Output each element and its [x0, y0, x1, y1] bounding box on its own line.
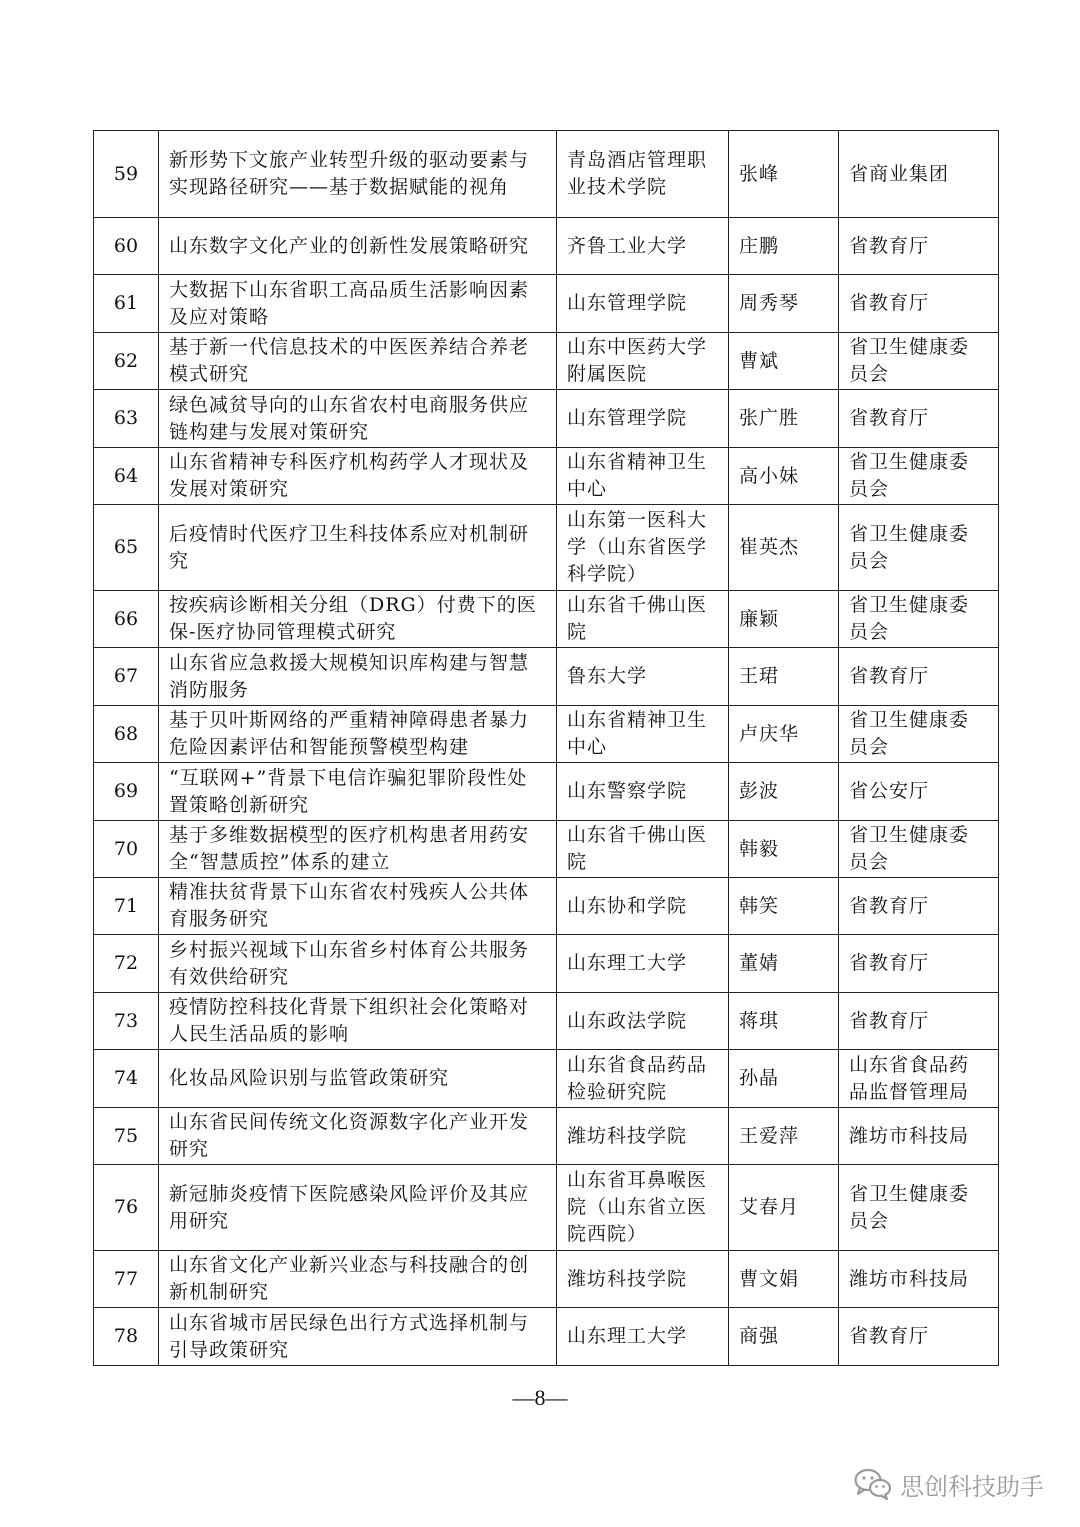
- table-row: [94, 1050, 999, 1108]
- project-title: 山东省城市居民绿色出行方式选择机制与引导政策研究: [159, 1308, 557, 1366]
- table-row: [94, 878, 999, 935]
- project-leader: 董婧: [729, 935, 839, 993]
- project-leader: 廉颖: [729, 591, 839, 648]
- table-row: [94, 706, 999, 763]
- project-table-body: [94, 131, 999, 1366]
- project-table: [93, 130, 999, 1366]
- project-number: 75: [94, 1108, 159, 1165]
- project-title: 大数据下山东省职工高品质生活影响因素及应对策略: [159, 275, 557, 333]
- project-organization: 山东警察学院: [557, 763, 729, 821]
- project-organization: 山东省千佛山医院: [557, 591, 729, 648]
- page-number: —8—: [512, 1385, 568, 1410]
- project-title: 乡村振兴视域下山东省乡村体育公共服务有效供给研究: [159, 935, 557, 993]
- recommending-department: 潍坊市科技局: [839, 1108, 999, 1165]
- recommending-department: 省教育厅: [839, 993, 999, 1050]
- project-leader: 曹文娟: [729, 1251, 839, 1308]
- project-leader: 张广胜: [729, 390, 839, 448]
- project-organization: 齐鲁工业大学: [557, 218, 729, 275]
- recommending-department: 省卫生健康委员会: [839, 821, 999, 878]
- table-row: [94, 1108, 999, 1165]
- project-organization: 山东第一医科大学（山东省医学科学院）: [557, 505, 729, 591]
- project-leader: 曹斌: [729, 333, 839, 390]
- recommending-department: 省教育厅: [839, 390, 999, 448]
- project-number: 64: [94, 448, 159, 505]
- recommending-department: 省卫生健康委员会: [839, 333, 999, 390]
- watermark-text: 思创科技助手: [900, 1472, 1044, 1501]
- project-number: 73: [94, 993, 159, 1050]
- project-organization: 山东协和学院: [557, 878, 729, 935]
- project-organization: 山东省精神卫生中心: [557, 448, 729, 505]
- project-title: 化妆品风险识别与监管政策研究: [159, 1050, 557, 1108]
- recommending-department: 省商业集团: [839, 131, 999, 218]
- table-row: [94, 275, 999, 333]
- table-row: [94, 390, 999, 448]
- project-title: 基于贝叶斯网络的严重精神障碍患者暴力危险因素评估和智能预警模型构建: [159, 706, 557, 763]
- project-organization: 山东省耳鼻喉医院（山东省立医院西院）: [557, 1165, 729, 1251]
- recommending-department: 省公安厅: [839, 763, 999, 821]
- table-row: [94, 333, 999, 390]
- project-number: 67: [94, 648, 159, 706]
- project-leader: 张峰: [729, 131, 839, 218]
- project-organization: 潍坊科技学院: [557, 1108, 729, 1165]
- project-leader: 庄鹏: [729, 218, 839, 275]
- table-row: [94, 821, 999, 878]
- table-row: [94, 505, 999, 591]
- project-organization: 山东管理学院: [557, 390, 729, 448]
- table-row: [94, 218, 999, 275]
- project-leader: 韩笑: [729, 878, 839, 935]
- project-title: 基于多维数据模型的医疗机构患者用药安全“智慧质控”体系的建立: [159, 821, 557, 878]
- project-title: 山东省精神专科医疗机构药学人才现状及发展对策研究: [159, 448, 557, 505]
- project-organization: 山东省千佛山医院: [557, 821, 729, 878]
- table-row: [94, 1165, 999, 1251]
- project-leader: 周秀琴: [729, 275, 839, 333]
- project-number: 66: [94, 591, 159, 648]
- project-number: 65: [94, 505, 159, 591]
- project-title: 新冠肺炎疫情下医院感染风险评价及其应用研究: [159, 1165, 557, 1251]
- project-leader: 孙晶: [729, 1050, 839, 1108]
- project-title: 按疾病诊断相关分组（DRG）付费下的医保-医疗协同管理模式研究: [159, 591, 557, 648]
- project-organization: 山东政法学院: [557, 993, 729, 1050]
- project-number: 62: [94, 333, 159, 390]
- project-organization: 鲁东大学: [557, 648, 729, 706]
- project-title: 绿色减贫导向的山东省农村电商服务供应链构建与发展对策研究: [159, 390, 557, 448]
- project-leader: 蒋琪: [729, 993, 839, 1050]
- project-organization: 青岛酒店管理职业技术学院: [557, 131, 729, 218]
- wechat-watermark: [854, 1466, 1044, 1502]
- table-row: [94, 993, 999, 1050]
- project-leader: 卢庆华: [729, 706, 839, 763]
- project-organization: 山东理工大学: [557, 1308, 729, 1366]
- project-number: 72: [94, 935, 159, 993]
- project-number: 70: [94, 821, 159, 878]
- recommending-department: 省卫生健康委员会: [839, 448, 999, 505]
- recommending-department: 省教育厅: [839, 275, 999, 333]
- project-number: 59: [94, 131, 159, 218]
- project-title: 后疫情时代医疗卫生科技体系应对机制研究: [159, 505, 557, 591]
- project-organization: 山东省食品药品检验研究院: [557, 1050, 729, 1108]
- project-number: 68: [94, 706, 159, 763]
- project-title: 新形势下文旅产业转型升级的驱动要素与实现路径研究——基于数据赋能的视角: [159, 131, 557, 218]
- project-title: “互联网+”背景下电信诈骗犯罪阶段性处置策略创新研究: [159, 763, 557, 821]
- project-leader: 王爱萍: [729, 1108, 839, 1165]
- project-organization: 山东省精神卫生中心: [557, 706, 729, 763]
- project-title: 山东省文化产业新兴业态与科技融合的创新机制研究: [159, 1251, 557, 1308]
- table-row: [94, 591, 999, 648]
- project-leader: 商强: [729, 1308, 839, 1366]
- project-number: 60: [94, 218, 159, 275]
- project-number: 76: [94, 1165, 159, 1251]
- recommending-department: 省教育厅: [839, 935, 999, 993]
- project-leader: 韩毅: [729, 821, 839, 878]
- project-number: 77: [94, 1251, 159, 1308]
- recommending-department: 省卫生健康委员会: [839, 505, 999, 591]
- project-leader: 王珺: [729, 648, 839, 706]
- recommending-department: 潍坊市科技局: [839, 1251, 999, 1308]
- table-row: [94, 935, 999, 993]
- project-leader: 崔英杰: [729, 505, 839, 591]
- recommending-department: 省教育厅: [839, 1308, 999, 1366]
- recommending-department: 省卫生健康委员会: [839, 1165, 999, 1251]
- project-number: 63: [94, 390, 159, 448]
- recommending-department: 省卫生健康委员会: [839, 591, 999, 648]
- table-row: [94, 648, 999, 706]
- table-row: [94, 1251, 999, 1308]
- project-number: 61: [94, 275, 159, 333]
- project-leader: 艾春月: [729, 1165, 839, 1251]
- project-title: 基于新一代信息技术的中医医养结合养老模式研究: [159, 333, 557, 390]
- table-row: [94, 448, 999, 505]
- table-row: [94, 1308, 999, 1366]
- project-organization: 山东管理学院: [557, 275, 729, 333]
- project-number: 74: [94, 1050, 159, 1108]
- wechat-icon: [854, 1468, 892, 1500]
- project-title: 疫情防控科技化背景下组织社会化策略对人民生活品质的影响: [159, 993, 557, 1050]
- project-organization: 山东理工大学: [557, 935, 729, 993]
- project-organization: 山东中医药大学附属医院: [557, 333, 729, 390]
- project-title: 山东数字文化产业的创新性发展策略研究: [159, 218, 557, 275]
- project-number: 71: [94, 878, 159, 935]
- table-row: [94, 131, 999, 218]
- recommending-department: 省教育厅: [839, 648, 999, 706]
- project-number: 78: [94, 1308, 159, 1366]
- project-organization: 潍坊科技学院: [557, 1251, 729, 1308]
- recommending-department: 山东省食品药品监督管理局: [839, 1050, 999, 1108]
- recommending-department: 省卫生健康委员会: [839, 706, 999, 763]
- project-leader: 彭波: [729, 763, 839, 821]
- recommending-department: 省教育厅: [839, 218, 999, 275]
- table-row: [94, 763, 999, 821]
- project-title: 山东省应急救援大规模知识库构建与智慧消防服务: [159, 648, 557, 706]
- project-leader: 高小妹: [729, 448, 839, 505]
- project-title: 精准扶贫背景下山东省农村残疾人公共体育服务研究: [159, 878, 557, 935]
- project-number: 69: [94, 763, 159, 821]
- recommending-department: 省教育厅: [839, 878, 999, 935]
- project-title: 山东省民间传统文化资源数字化产业开发研究: [159, 1108, 557, 1165]
